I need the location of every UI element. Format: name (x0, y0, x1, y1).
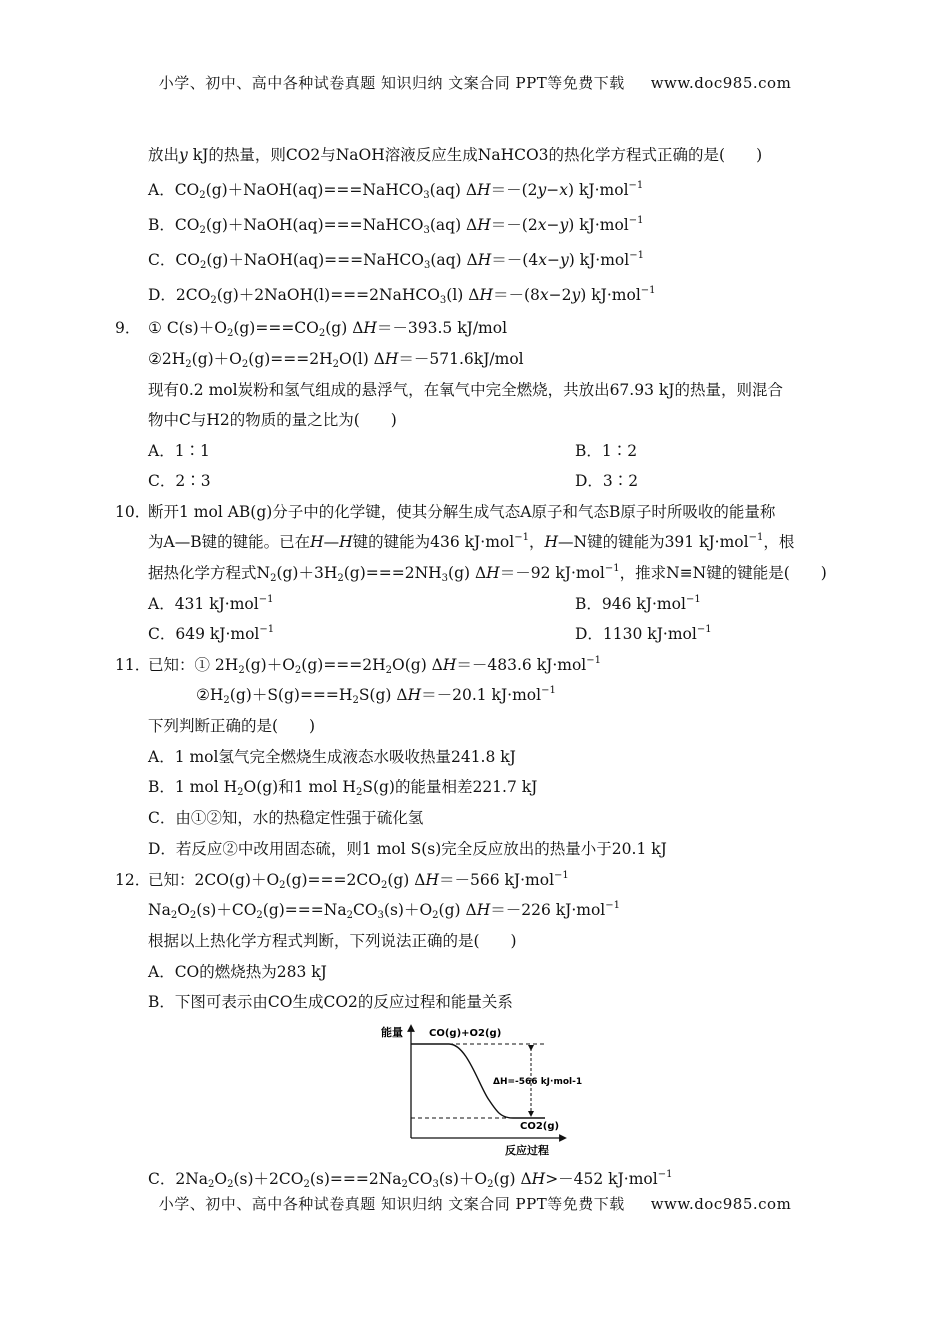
q11-option-d: D．若反应②中改用固态硫，则1 mol S(s)完全反应放出的热量小于20.1 kJ (148, 840, 667, 858)
q11-number: 11． (115, 656, 151, 674)
q9-number: 9． (115, 319, 141, 337)
q11-eq2: $②H_2(g)+S(g)===H_2S(g)$ ΔH＝－20.1 kJ·mol$^{-1}$ (196, 685, 556, 706)
q8-option-d: D．$2CO_2(g)+2NaOH(l)===2NaHCO_3(l)$ ΔH＝－(8x−2y) kJ·mol$^{-1}$ (148, 285, 656, 306)
page-footer (0, 1193, 950, 1214)
q9-stem-2: 物中C与H2的物质的量之比为( ) (148, 411, 397, 429)
reactant-label: CO(g)+O2(g) (429, 1028, 502, 1039)
q12-eq1: 已知：$2CO(g)+O_2(g)===2CO_2(g)$ ΔH＝－566 kJ·mol$^{-1}$ (148, 870, 569, 891)
q10-stem-1: 断开1 mol AB(g)分子中的化学键，使其分解生成气态A原子和气态B原子时所吸收的能量称 (148, 503, 776, 521)
q9-stem-1: 现有0.2 mol炭粉和氢气组成的悬浮气，在氧气中完全燃烧，共放出67.93 kJ的热量，则混合 (148, 381, 783, 399)
q12-number: 12． (115, 871, 151, 889)
page-header (0, 72, 950, 93)
delta-h-label: ΔH=-566 kJ·mol-1 (493, 1077, 583, 1087)
q11-eq1: 已知：① $2H_2(g)+O_2(g)===2H_2O(g)$ ΔH＝－483.6 kJ·mol$^{-1}$ (148, 655, 601, 676)
q9-option-c: C．2∶3 (148, 472, 211, 490)
q8-option-b: B．$CO_2(g)+NaOH(aq)===NaHCO_3(aq)$ ΔH＝－(2x−y) kJ·mol$^{-1}$ (148, 215, 644, 236)
q10-stem-3: 据热化学方程式$N_2(g)+3H_2(g)===2NH_3(g)$ ΔH＝－92 kJ·mol$^{-1}$，推求N≡N键的键能是( ) (148, 563, 827, 584)
q10-option-a: A．431 kJ·mol$^{-1}$ (148, 594, 274, 613)
q9-option-b: B．1∶2 (575, 442, 638, 460)
q8-stem: 放出y kJ的热量，则CO2与NaOH溶液反应生成NaHCO3的热化学方程式正确的是( ) (148, 146, 763, 164)
q11-stem: 下列判断正确的是( ) (148, 717, 316, 735)
footer-text: 小学、初中、高中各种试卷真题 知识归纳 文案合同 PPT等免费下载 (158, 1195, 625, 1213)
q9-option-a: A．1∶1 (148, 442, 210, 460)
q10-stem-2: 为A—B键的键能。已在H—H键的键能为436 kJ·mol$^{-1}$，H—N键的键能为391 kJ·mol$^{-1}$，根 (148, 532, 795, 551)
q12-eq2: $Na_2O_2(s)+CO_2(g)===Na_2CO_3(s)+O_2(g)$ ΔH＝－226 kJ·mol$^{-1}$ (148, 900, 621, 921)
q12-option-c: C．$2Na_2O_2(s)+2CO_2(s)===2Na_2CO_3(s)+O_2(g)$ ΔH>－452 kJ·mol$^{-1}$ (148, 1169, 673, 1190)
q12-option-b: B．下图可表示由CO生成CO2的反应过程和能量关系 (148, 993, 513, 1011)
q10-option-d: D．1130 kJ·mol$^{-1}$ (575, 624, 712, 643)
energy-diagram (375, 1020, 625, 1160)
q9-option-d: D．3∶2 (575, 472, 639, 490)
q10-number: 10． (115, 503, 151, 521)
q8-option-a: A．$CO_2(g)+NaOH(aq)===NaHCO_3(aq)$ ΔH＝－(2y−x) kJ·mol$^{-1}$ (148, 180, 644, 201)
q12-option-a: A．CO的燃烧热为283 kJ (148, 963, 327, 981)
q10-option-b: B．946 kJ·mol$^{-1}$ (575, 594, 701, 613)
y-axis-label: 能量 (381, 1026, 403, 1039)
q11-option-b: B．1 mol $H_2O(g)$和1 mol $H_2S(g)$的能量相差221.7 kJ (148, 778, 538, 798)
q9-eq1: ① $C(s)+O_2(g)===CO_2(g)$ ΔH＝－393.5 kJ/mol (148, 319, 508, 339)
footer-site: www.doc985.com (650, 1195, 792, 1213)
product-label: CO2(g) (520, 1121, 560, 1132)
q11-option-c: C．由①②知，水的热稳定性强于硫化氢 (148, 809, 424, 827)
header-text: 小学、初中、高中各种试卷真题 知识归纳 文案合同 PPT等免费下载 (158, 74, 625, 92)
q11-option-a: A．1 mol氢气完全燃烧生成液态水吸收热量241.8 kJ (148, 748, 516, 766)
q9-eq2: $②2H_2(g)+O_2(g)===2H_2O(l)$ ΔH＝－571.6kJ/mol (148, 350, 524, 370)
q10-option-c: C．649 kJ·mol$^{-1}$ (148, 624, 275, 643)
q8-option-c: C．$CO_2(g)+NaOH(aq)===NaHCO_3(aq)$ ΔH＝－(4x−y) kJ·mol$^{-1}$ (148, 250, 644, 271)
x-axis-label: 反应过程 (505, 1144, 549, 1157)
header-site: www.doc985.com (650, 74, 792, 92)
q12-stem: 根据以上热化学方程式判断，下列说法正确的是( ) (148, 932, 517, 950)
